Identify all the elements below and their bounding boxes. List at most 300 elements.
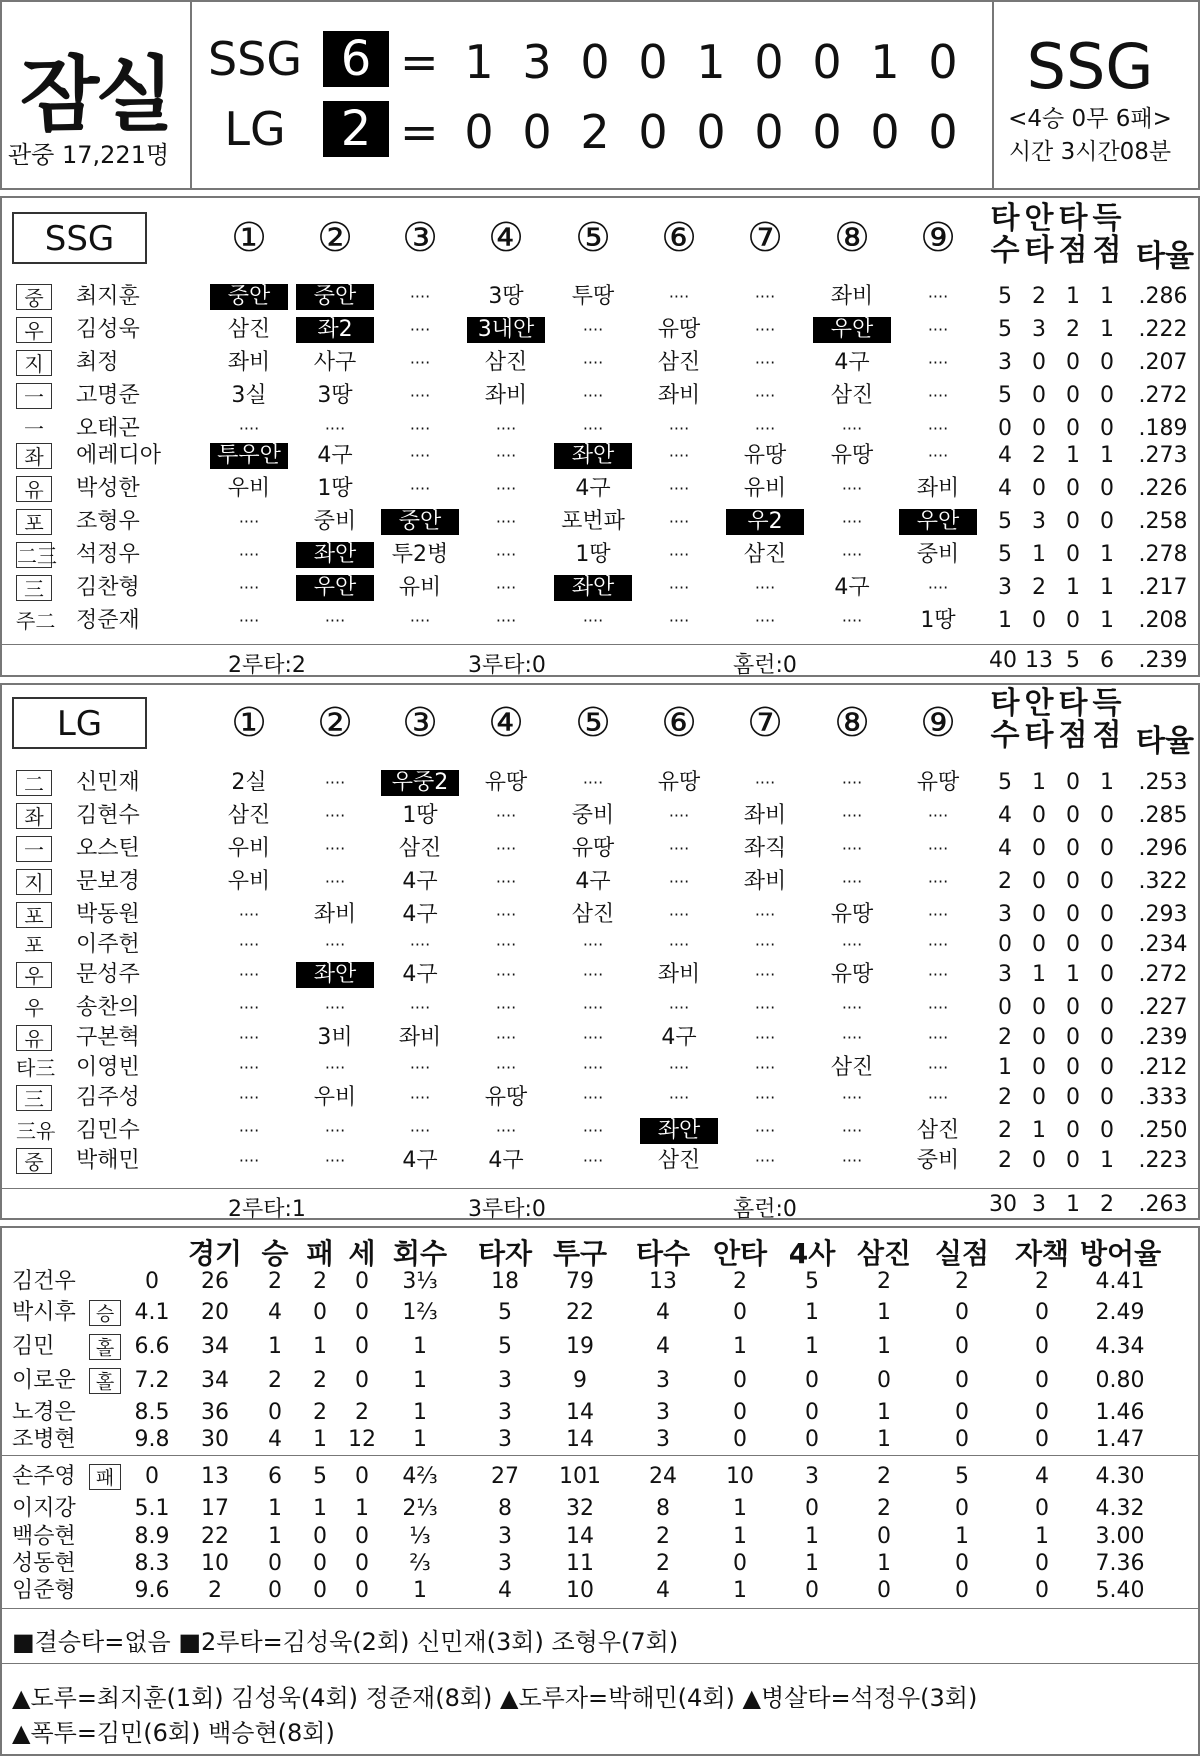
at-bat-result: 4구 — [834, 575, 870, 600]
at-bat-result: 삼진 — [398, 836, 442, 861]
pitcher-stat: 0 — [955, 1496, 969, 1521]
pitcher-stat: 0 — [805, 1496, 819, 1521]
no-at-bat-marker: ···· — [927, 905, 949, 924]
pitching-header: 세 — [348, 1237, 376, 1270]
pitching-header: 타자 — [477, 1237, 533, 1270]
at-bat-result: 1땅 — [402, 803, 438, 828]
no-at-bat-marker: ···· — [495, 935, 517, 954]
pitcher-stat: 3 — [498, 1524, 512, 1549]
batter-stat: 2 — [998, 1085, 1012, 1110]
pitcher-stat: 0 — [313, 1524, 327, 1549]
batter-stat: 4 — [998, 803, 1012, 828]
batter-stat: 0 — [1032, 608, 1046, 633]
batter-stat: 0 — [1100, 995, 1114, 1020]
at-bat-result: 유땅 — [743, 443, 787, 468]
no-at-bat-marker: ···· — [754, 1121, 776, 1140]
inning-header: ① — [231, 215, 267, 261]
no-at-bat-marker: ···· — [495, 1058, 517, 1077]
pitcher-stat: 0 — [733, 1400, 747, 1425]
inning-header: ③ — [402, 215, 438, 261]
pitcher-stat: 1 — [313, 1427, 327, 1452]
player-name: 박성한 — [76, 476, 140, 501]
summary-divider — [2, 644, 1198, 645]
no-at-bat-marker: ···· — [668, 806, 690, 825]
at-bat-result: 좌비 — [743, 803, 787, 828]
at-bat-result: 사구 — [313, 350, 357, 375]
stat-header-bottom: 점 — [1058, 233, 1088, 268]
at-bat-result: 투우안 — [210, 443, 288, 469]
batter-stat: 1 — [1066, 443, 1080, 468]
no-at-bat-marker: ···· — [668, 545, 690, 564]
pitcher-name: 조병현 — [12, 1427, 76, 1452]
no-at-bat-marker: ···· — [495, 419, 517, 438]
batting-average: .207 — [1138, 350, 1188, 375]
at-bat-result: 4구 — [402, 962, 438, 987]
no-at-bat-marker: ···· — [668, 872, 690, 891]
no-at-bat-marker: ···· — [754, 1028, 776, 1047]
pitcher-stat: 0 — [805, 1368, 819, 1393]
batting-average: .226 — [1138, 476, 1188, 501]
at-bat-result: 2실 — [231, 770, 267, 795]
linescore-inning-runs: 1 — [870, 35, 900, 89]
inning-header: ⑦ — [747, 700, 783, 746]
pitcher-stat: 0 — [355, 1578, 369, 1603]
linescore-inning-runs: 0 — [464, 105, 494, 159]
pitcher-stat: ⅔ — [409, 1551, 431, 1576]
no-at-bat-marker: ···· — [927, 935, 949, 954]
linescore-total-score: 6 — [323, 31, 389, 87]
no-at-bat-marker: ···· — [841, 479, 863, 498]
no-at-bat-marker: ···· — [324, 419, 346, 438]
pitcher-stat: 0 — [1035, 1427, 1049, 1452]
attendance: 관중 17,221명 — [8, 141, 170, 169]
avg-header: 타율 — [1136, 724, 1194, 759]
batting-average: .212 — [1138, 1055, 1188, 1080]
no-at-bat-marker: ···· — [668, 935, 690, 954]
team-total: 30 — [989, 1192, 1017, 1217]
pitcher-stat: 34 — [201, 1334, 229, 1359]
batter-stat: 1 — [998, 608, 1012, 633]
no-at-bat-marker: ···· — [927, 446, 949, 465]
at-bat-result: 우비 — [227, 836, 271, 861]
triples-summary: 3루타:0 — [468, 1197, 546, 1222]
pitcher-stat: 2 — [313, 1269, 327, 1294]
no-at-bat-marker: ···· — [238, 1121, 260, 1140]
batter-stat: 0 — [998, 416, 1012, 441]
no-at-bat-marker: ···· — [324, 1151, 346, 1170]
pitcher-stat: 2 — [1035, 1269, 1049, 1294]
stat-header-top: 타 — [990, 201, 1020, 236]
linescore-inning-runs: 1 — [696, 35, 726, 89]
no-at-bat-marker: ···· — [582, 1151, 604, 1170]
no-at-bat-marker: ···· — [841, 872, 863, 891]
no-at-bat-marker: ···· — [668, 1058, 690, 1077]
batting-average: .293 — [1138, 902, 1188, 927]
pitcher-stat: 27 — [491, 1464, 519, 1489]
linescore-inning-runs: 0 — [638, 105, 668, 159]
batter-stat: 1 — [1032, 1118, 1046, 1143]
team-average: .263 — [1138, 1192, 1188, 1217]
batter-stat: 4 — [998, 476, 1012, 501]
position-label: 우 — [16, 962, 52, 988]
entry-inning: 0 — [145, 1464, 159, 1489]
no-at-bat-marker: ···· — [238, 965, 260, 984]
no-at-bat-marker: ···· — [668, 998, 690, 1017]
batter-stat: 0 — [1032, 869, 1046, 894]
no-at-bat-marker: ···· — [927, 872, 949, 891]
at-bat-result: 4구 — [661, 1025, 697, 1050]
no-at-bat-marker: ···· — [409, 386, 431, 405]
winning-team: SSG — [1026, 30, 1154, 103]
pitcher-stat: 6 — [268, 1464, 282, 1489]
linescore-inning-runs: 0 — [580, 35, 610, 89]
at-bat-result: 중비 — [571, 803, 615, 828]
pitcher-stat: 1 — [877, 1427, 891, 1452]
batting-average: .208 — [1138, 608, 1188, 633]
no-at-bat-marker: ···· — [754, 935, 776, 954]
pitcher-stat: 0.80 — [1095, 1368, 1145, 1393]
position-label: 유 — [16, 476, 52, 502]
at-bat-result: 유땅 — [830, 962, 874, 987]
at-bat-result: 좌비 — [743, 869, 787, 894]
pitcher-stat: 4⅔ — [402, 1464, 438, 1489]
pitching-header: 자책 — [1014, 1237, 1070, 1270]
batter-stat: 0 — [1100, 416, 1114, 441]
pitcher-stat: 1 — [805, 1551, 819, 1576]
no-at-bat-marker: ···· — [927, 386, 949, 405]
no-at-bat-marker: ···· — [324, 611, 346, 630]
pitcher-stat: 4 — [268, 1300, 282, 1325]
batter-stat: 3 — [998, 902, 1012, 927]
linescore-inning-runs: 3 — [522, 35, 552, 89]
pitcher-stat: 1 — [805, 1524, 819, 1549]
no-at-bat-marker: ···· — [324, 1058, 346, 1077]
pitcher-stat: 0 — [955, 1368, 969, 1393]
at-bat-result: 1땅 — [317, 476, 353, 501]
position-label: 유 — [16, 1025, 52, 1051]
no-at-bat-marker: ···· — [238, 1151, 260, 1170]
team-total: 5 — [1066, 648, 1080, 673]
batter-stat: 2 — [1032, 443, 1046, 468]
at-bat-result: 좌안 — [554, 443, 632, 469]
batter-stat: 1 — [1100, 608, 1114, 633]
pitcher-name: 손주영 — [12, 1464, 76, 1489]
pitcher-name: 박시후 — [12, 1300, 76, 1325]
no-at-bat-marker: ···· — [238, 512, 260, 531]
no-at-bat-marker: ···· — [495, 611, 517, 630]
position-label: 중 — [16, 284, 52, 310]
pitcher-stat: 0 — [1035, 1496, 1049, 1521]
no-at-bat-marker: ···· — [927, 1088, 949, 1107]
batter-stat: 2 — [1032, 284, 1046, 309]
pitcher-stat: 79 — [566, 1269, 594, 1294]
position-label: 三유 — [16, 1119, 56, 1143]
no-at-bat-marker: ···· — [927, 320, 949, 339]
position-label: 우 — [24, 996, 44, 1020]
at-bat-result: 중비 — [916, 1148, 960, 1173]
at-bat-result: 좌안 — [296, 542, 374, 568]
linescore-inning-runs: 0 — [870, 105, 900, 159]
no-at-bat-marker: ···· — [324, 872, 346, 891]
batting-average: .285 — [1138, 803, 1188, 828]
no-at-bat-marker: ···· — [754, 1058, 776, 1077]
batter-stat: 0 — [1100, 509, 1114, 534]
batter-stat: 0 — [1066, 1118, 1080, 1143]
at-bat-result: 3비 — [317, 1025, 353, 1050]
no-at-bat-marker: ···· — [409, 446, 431, 465]
no-at-bat-marker: ···· — [324, 839, 346, 858]
batter-stat: 2 — [1032, 575, 1046, 600]
batter-stat: 0 — [1066, 803, 1080, 828]
batting-average: .253 — [1138, 770, 1188, 795]
batter-stat: 0 — [1066, 416, 1080, 441]
no-at-bat-marker: ···· — [668, 287, 690, 306]
no-at-bat-marker: ···· — [495, 872, 517, 891]
at-bat-result: 유비 — [398, 575, 442, 600]
linescore-total-score: 2 — [323, 101, 389, 157]
batter-stat: 0 — [1032, 803, 1046, 828]
at-bat-result: 우비 — [227, 869, 271, 894]
batter-stat: 0 — [1066, 1085, 1080, 1110]
pitcher-stat: 0 — [1035, 1551, 1049, 1576]
entry-inning: 7.2 — [134, 1368, 170, 1393]
at-bat-result: 중안 — [381, 509, 459, 535]
at-bat-result: 유비 — [743, 476, 787, 501]
pitcher-stat: 32 — [566, 1496, 594, 1521]
no-at-bat-marker: ···· — [495, 1121, 517, 1140]
pitching-header: 실점 — [934, 1237, 990, 1270]
at-bat-result: 유땅 — [830, 902, 874, 927]
batter-stat: 1 — [1066, 284, 1080, 309]
at-bat-result: 삼진 — [657, 350, 701, 375]
pitcher-stat: 2 — [268, 1368, 282, 1393]
no-at-bat-marker: ···· — [409, 419, 431, 438]
player-name: 구본혁 — [76, 1025, 140, 1050]
pitcher-stat: 101 — [559, 1464, 601, 1489]
pitcher-stat: 4.30 — [1095, 1464, 1145, 1489]
pitcher-name: 이로운 — [12, 1368, 76, 1393]
pitching-header: 패 — [306, 1237, 334, 1270]
inning-header: ② — [317, 700, 353, 746]
pitcher-stat: 2 — [313, 1368, 327, 1393]
pitcher-stat: 1 — [413, 1578, 427, 1603]
no-at-bat-marker: ···· — [841, 935, 863, 954]
position-label: 타三 — [16, 1056, 56, 1080]
no-at-bat-marker: ···· — [668, 419, 690, 438]
pitcher-name: 노경은 — [12, 1400, 76, 1425]
at-bat-result: 유땅 — [657, 770, 701, 795]
pitcher-stat: 18 — [491, 1269, 519, 1294]
pitcher-stat: 3 — [656, 1368, 670, 1393]
no-at-bat-marker: ···· — [754, 353, 776, 372]
no-at-bat-marker: ···· — [754, 998, 776, 1017]
pitcher-stat: 1 — [268, 1524, 282, 1549]
batter-stat: 1 — [1100, 542, 1114, 567]
player-name: 고명준 — [76, 383, 140, 408]
batter-stat: 0 — [1066, 476, 1080, 501]
no-at-bat-marker: ···· — [582, 1028, 604, 1047]
pitcher-stat: 1 — [268, 1334, 282, 1359]
no-at-bat-marker: ···· — [927, 578, 949, 597]
pitcher-stat: 1 — [355, 1496, 369, 1521]
player-name: 김찬형 — [76, 575, 140, 600]
no-at-bat-marker: ···· — [495, 578, 517, 597]
decision-badge: 패 — [89, 1464, 121, 1490]
decision-badge: 홀 — [89, 1334, 121, 1360]
no-at-bat-marker: ···· — [238, 1088, 260, 1107]
no-at-bat-marker: ···· — [927, 965, 949, 984]
at-bat-result: 유땅 — [484, 770, 528, 795]
linescore-team: LG — [224, 102, 286, 156]
batter-stat: 0 — [1066, 869, 1080, 894]
pitcher-stat: 0 — [268, 1578, 282, 1603]
no-at-bat-marker: ···· — [927, 419, 949, 438]
pitcher-stat: 0 — [955, 1400, 969, 1425]
pitcher-stat: 2.49 — [1095, 1300, 1145, 1325]
pitcher-stat: 12 — [348, 1427, 376, 1452]
batter-stat: 5 — [998, 509, 1012, 534]
pitcher-stat: 0 — [877, 1578, 891, 1603]
no-at-bat-marker: ···· — [582, 611, 604, 630]
pitcher-stat: 17 — [201, 1496, 229, 1521]
triples-summary: 3루타:0 — [468, 653, 546, 678]
no-at-bat-marker: ···· — [409, 479, 431, 498]
doubles-summary: 2루타:2 — [228, 653, 306, 678]
no-at-bat-marker: ···· — [927, 806, 949, 825]
at-bat-result: 4구 — [575, 476, 611, 501]
entry-inning: 5.1 — [134, 1496, 170, 1521]
no-at-bat-marker: ···· — [582, 935, 604, 954]
at-bat-result: 좌비 — [657, 962, 701, 987]
decision-badge: 승 — [89, 1300, 121, 1326]
no-at-bat-marker: ···· — [754, 320, 776, 339]
position-label: 우 — [16, 317, 52, 343]
pitching-header: 투구 — [552, 1237, 608, 1270]
pitcher-stat: 0 — [313, 1551, 327, 1576]
position-label: 三 — [16, 1085, 52, 1111]
no-at-bat-marker: ···· — [495, 905, 517, 924]
pitcher-stat: 0 — [313, 1578, 327, 1603]
pitcher-stat: 10 — [566, 1578, 594, 1603]
player-name: 이영빈 — [76, 1055, 140, 1080]
entry-inning: 0 — [145, 1269, 159, 1294]
note-winning-hit: ■결승타=없음 ■2루타=김성욱(2회) 신민재(3회) 조형우(7회) — [12, 1628, 679, 1656]
no-at-bat-marker: ···· — [668, 839, 690, 858]
no-at-bat-marker: ···· — [668, 446, 690, 465]
pitcher-stat: 1 — [413, 1427, 427, 1452]
pitcher-stat: 0 — [355, 1464, 369, 1489]
batting-average: .222 — [1138, 317, 1188, 342]
notes-divider-2 — [2, 1663, 1198, 1664]
pitcher-stat: 11 — [566, 1551, 594, 1576]
entry-inning: 4.1 — [134, 1300, 170, 1325]
entry-inning: 6.6 — [134, 1334, 170, 1359]
pitcher-stat: 0 — [268, 1400, 282, 1425]
pitcher-stat: 1 — [313, 1496, 327, 1521]
pitcher-stat: 2⅓ — [402, 1496, 438, 1521]
batting-average: .272 — [1138, 383, 1188, 408]
no-at-bat-marker: ···· — [495, 545, 517, 564]
no-at-bat-marker: ···· — [841, 512, 863, 531]
player-name: 김주성 — [76, 1085, 140, 1110]
at-bat-result: 좌비 — [916, 476, 960, 501]
no-at-bat-marker: ···· — [754, 1151, 776, 1170]
linescore-team: SSG — [207, 32, 303, 86]
pitcher-stat: 0 — [1035, 1300, 1049, 1325]
no-at-bat-marker: ···· — [754, 419, 776, 438]
at-bat-result: 중비 — [916, 542, 960, 567]
pitcher-stat: 20 — [201, 1300, 229, 1325]
batter-stat: 2 — [998, 869, 1012, 894]
pitcher-stat: 13 — [649, 1269, 677, 1294]
position-label: 一 — [16, 836, 52, 862]
batting-average: .234 — [1138, 932, 1188, 957]
pitcher-stat: 0 — [805, 1400, 819, 1425]
no-at-bat-marker: ···· — [668, 578, 690, 597]
position-label: 二 — [16, 770, 52, 796]
venue-title: 잠실 — [20, 48, 171, 143]
pitcher-stat: 0 — [955, 1300, 969, 1325]
batter-stat: 0 — [1100, 1118, 1114, 1143]
pitcher-stat: 1⅔ — [402, 1300, 438, 1325]
pitcher-stat: 0 — [1035, 1368, 1049, 1393]
stat-header-top: 안 — [1024, 686, 1054, 721]
no-at-bat-marker: ···· — [927, 287, 949, 306]
at-bat-result: 삼진 — [830, 383, 874, 408]
at-bat-result: 좌비 — [313, 902, 357, 927]
no-at-bat-marker: ···· — [324, 935, 346, 954]
batter-stat: 1 — [1032, 962, 1046, 987]
batting-average: .223 — [1138, 1148, 1188, 1173]
team-average: .239 — [1138, 648, 1188, 673]
batter-stat: 0 — [1066, 608, 1080, 633]
no-at-bat-marker: ···· — [495, 446, 517, 465]
batter-stat: 1 — [1100, 1148, 1114, 1173]
linescore-inning-runs: 0 — [928, 105, 958, 159]
no-at-bat-marker: ···· — [495, 479, 517, 498]
no-at-bat-marker: ···· — [495, 965, 517, 984]
batter-stat: 1 — [1100, 575, 1114, 600]
no-at-bat-marker: ···· — [409, 1058, 431, 1077]
batter-stat: 0 — [1066, 836, 1080, 861]
batter-stat: 0 — [1032, 1055, 1046, 1080]
at-bat-result: 1땅 — [920, 608, 956, 633]
no-at-bat-marker: ···· — [927, 998, 949, 1017]
pitcher-name: 김건우 — [12, 1269, 76, 1294]
pitcher-stat: 1 — [313, 1334, 327, 1359]
no-at-bat-marker: ···· — [841, 419, 863, 438]
batter-stat: 0 — [1066, 902, 1080, 927]
pitcher-stat: 3 — [498, 1368, 512, 1393]
no-at-bat-marker: ···· — [841, 1151, 863, 1170]
at-bat-result: 삼진 — [830, 1055, 874, 1080]
pitcher-stat: 2 — [656, 1551, 670, 1576]
at-bat-result: 좌안 — [554, 575, 632, 601]
batting-average: .322 — [1138, 869, 1188, 894]
batter-stat: 0 — [1100, 476, 1114, 501]
pitcher-stat: 14 — [566, 1524, 594, 1549]
at-bat-result: 3땅 — [488, 284, 524, 309]
at-bat-result: 좌2 — [296, 317, 374, 343]
player-name: 에레디아 — [76, 443, 162, 468]
player-name: 이주헌 — [76, 932, 140, 957]
at-bat-result: 포번파 — [561, 509, 625, 534]
no-at-bat-marker: ···· — [238, 419, 260, 438]
player-name: 오태곤 — [76, 416, 140, 441]
pitcher-stat: 1 — [268, 1496, 282, 1521]
no-at-bat-marker: ···· — [238, 545, 260, 564]
batter-stat: 1 — [1100, 284, 1114, 309]
